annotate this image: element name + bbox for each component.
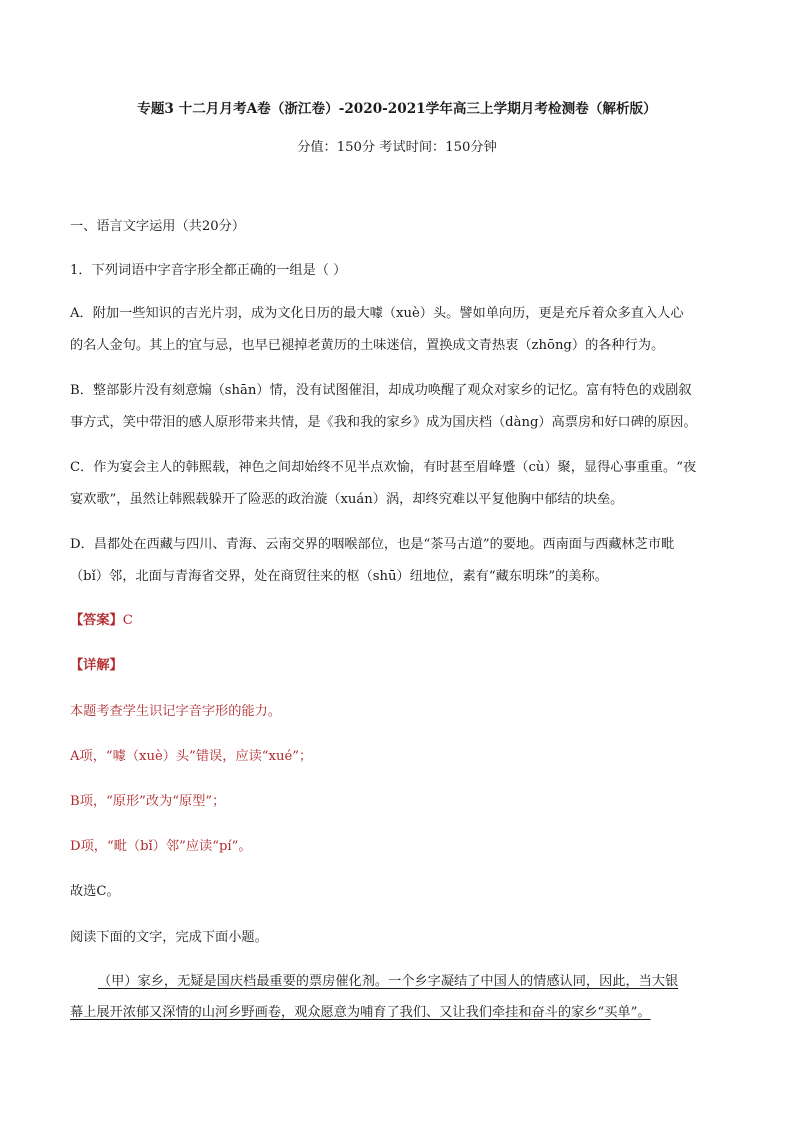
detail-a: A项，“噱（xuè）头”错误，应读“xué”； [70, 749, 313, 764]
conclusion: 故选C。 [70, 884, 120, 899]
detail-b: B项，“原形”改为“原型”； [70, 794, 226, 809]
question-stem: 1．下列词语中字音字形全都正确的一组是（ ） [70, 263, 347, 278]
passage-line-2: 幕上展开浓郁又深情的山河乡野画卷，观众愿意为哺育了我们、又让我们牵挂和奋斗的家乡“买单”。 [70, 1005, 651, 1020]
option-a-line-1: A．附加一些知识的吉光片羽，成为文化日历的最大噱（xuè）头。譬如单向历，更是充斥着众多直入人心 [70, 306, 684, 321]
option-d-line-2: （bǐ）邻，北面与青海省交界，处在商贸往来的枢（shū）纽地位，素有“藏东明珠”的美称。 [70, 569, 608, 584]
detail-tag: 【详解】 [70, 658, 123, 673]
reading-prompt: 阅读下面的文字，完成下面小题。 [70, 930, 268, 945]
option-b-line-1: B．整部影片没有刻意煽（shān）情，没有试图催泪，却成功唤醒了观众对家乡的记忆。富有特色的戏剧叙 [70, 383, 692, 398]
option-d-line-1: D．昌都处在西藏与四川、青海、云南交界的咽喉部位，也是“茶马古道”的要地。西南面与西藏林芝市毗 [70, 537, 675, 552]
section-heading: 一、语言文字运用（共20分） [70, 219, 246, 234]
answer-tag: 【答案】 [70, 613, 123, 628]
option-b-line-2: 事方式，笑中带泪的感人原形带来共情，是《我和我的家乡》成为国庆档（dàng）高票房和好口碑的原因。 [70, 415, 697, 430]
option-a-line-2: 的名人金句。其上的宜与忌，也早已褪掉老黄历的土味迷信，置换成文青热衷（zhōng）的各种行为。 [70, 338, 665, 353]
detail-d: D项，“毗（bǐ）邻”应读“pí”。 [70, 839, 252, 854]
answer-line [70, 612, 133, 630]
document-title: 专题3 十二月月考A卷（浙江卷）-2020-2021学年高三上学期月考检测卷（解析版） [137, 101, 657, 117]
passage-line-1: （甲）家乡，无疑是国庆档最重要的票房催化剂。一个乡字凝结了中国人的情感认同，因此，当大银 [98, 974, 679, 989]
answer-value: C [122, 613, 133, 628]
option-c-line-2: 宴欢歌”，虽然让韩熙载躲开了险恶的政治漩（xuán）涡，却终究难以平复他胸中郁结的块垒。 [70, 492, 624, 507]
exam-info: 分值：150分 考试时间：150分钟 [297, 140, 497, 155]
detail-intro: 本题考查学生识记字音字形的能力。 [70, 704, 281, 719]
option-c-line-1: C．作为宴会主人的韩熙载，神色之间却始终不见半点欢愉，有时甚至眉峰蹙（cù）聚，显得心事重重。“夜 [70, 460, 697, 475]
